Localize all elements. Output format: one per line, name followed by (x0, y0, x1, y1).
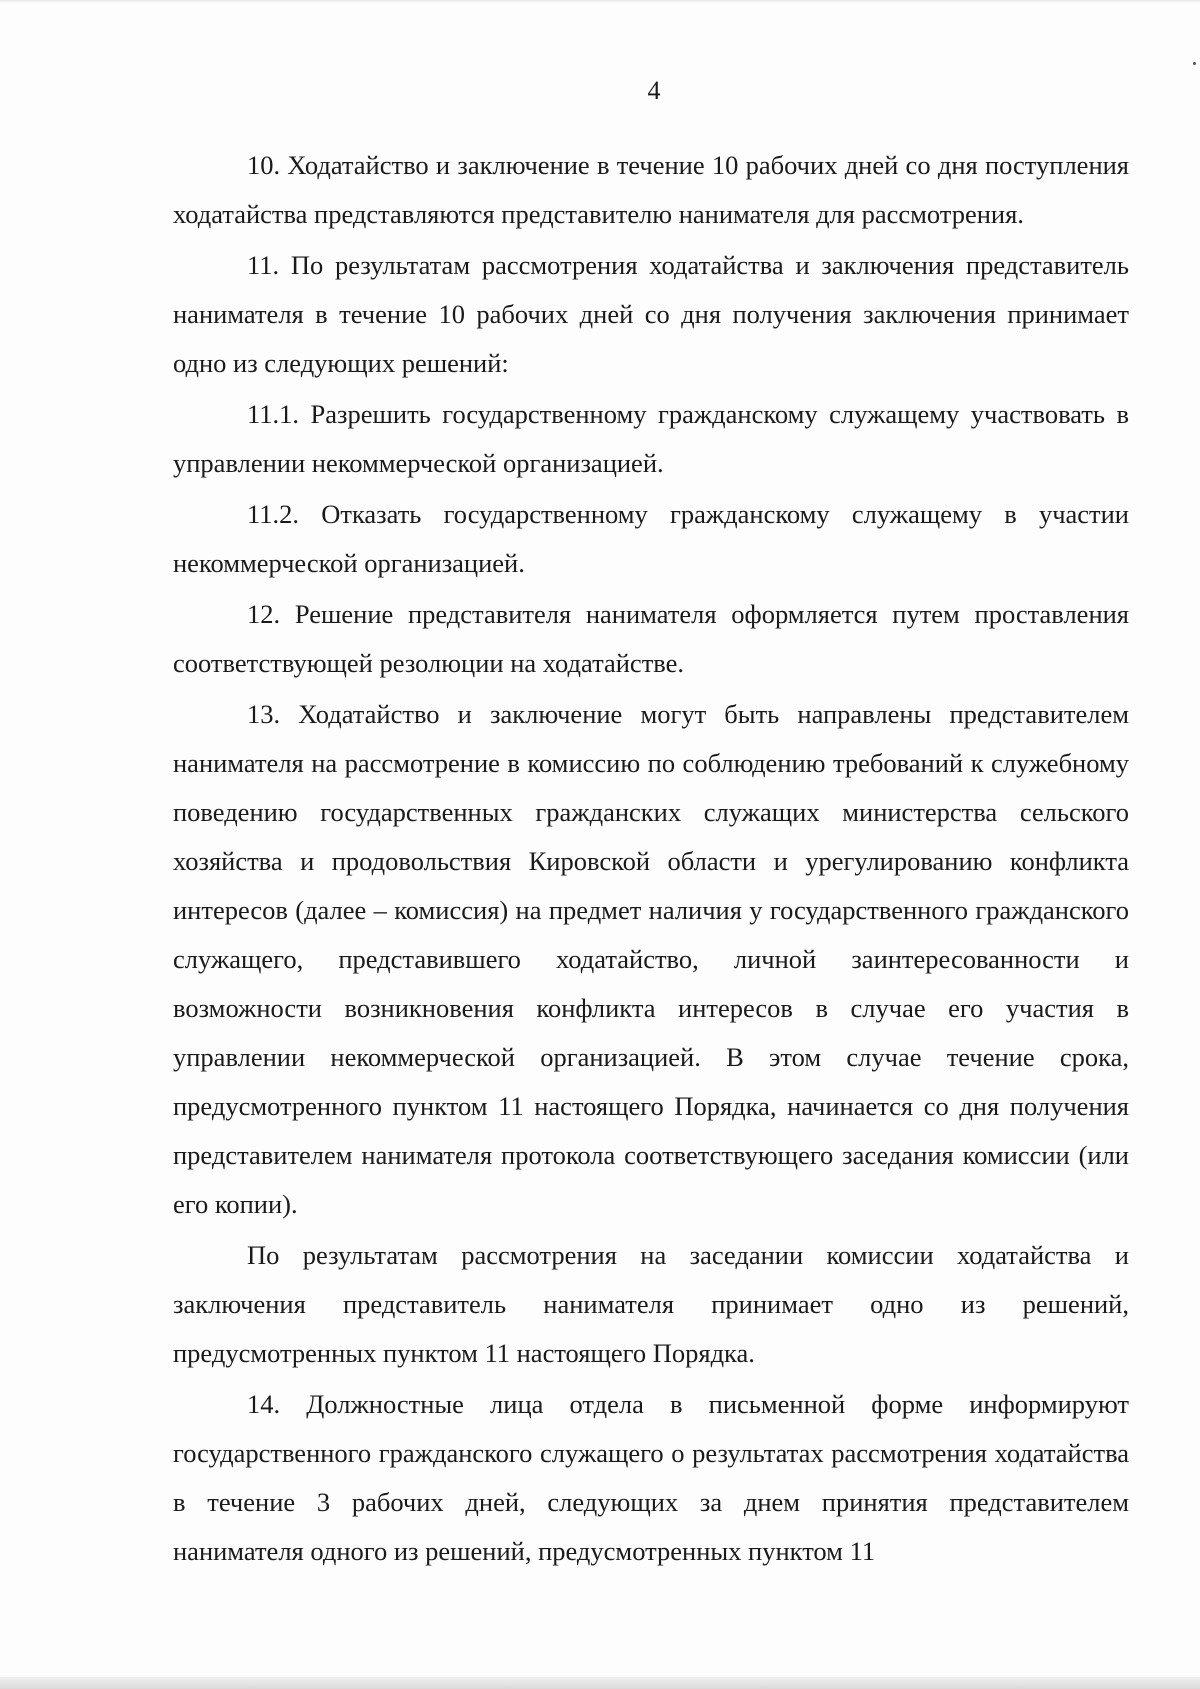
scan-bottom-edge (0, 1677, 1200, 1689)
paragraph-11: 11. По результатам рассмотрения ходатайства и заключения представитель нанимателя в течение 10 рабочих дней со дня получения заключения принимает одно из следующих решений: (173, 250, 1129, 378)
paragraph-12: 12. Решение представителя нанимателя оформляется путем проставления соответствующей резолюции на ходатайстве. (173, 599, 1129, 678)
page-number: 4 (647, 76, 661, 105)
paragraph-13-continued: По результатам рассмотрения на заседании комиссии ходатайства и заключения представитель нанимателя принимает одно из решений, предусмотренных пунктом 11 настоящего Порядка. (173, 1240, 1129, 1368)
paragraph-11-2: 11.2. Отказать государственному гражданскому служащему в участии некоммерческой организацией. (173, 499, 1129, 578)
paragraph-13: 13. Ходатайство и заключение могут быть направлены представителем нанимателя на рассмотрение в комиссию по соблюдению требований к служебному поведению государственных гражданских служащих министерства сельского хозяйства и продовольствия Кировской области и урегулированию конфликта интересов (далее – комиссия) на предмет наличия у государственного гражданского служащего, представившего ходатайство, личной заинтересованности и возможности возникновения конфликта интересов в случае его участия в управлении некоммерческой организацией. В этом случае течение срока, предусмотренного пунктом 11 настоящего Порядка, начинается со дня получения представителем нанимателя протокола соответствующего заседания комиссии (или его копии). (173, 699, 1129, 1219)
paragraph-10: 10. Ходатайство и заключение в течение 10 рабочих дней со дня поступления ходатайства представляются представителю нанимателя для рассмотрения. (173, 150, 1129, 229)
paragraph-14: 14. Должностные лица отдела в письменной форме информируют государственного гражданского служащего о результатах рассмотрения ходатайства в течение 3 рабочих дней, следующих за днем принятия представителем нанимателя одного из решений, предусмотренных пунктом 11 (173, 1389, 1129, 1566)
scan-speck (1193, 62, 1196, 65)
paragraph-11-1: 11.1. Разрешить государственному гражданскому служащему участвовать в управлении некоммерческой организацией. (173, 399, 1129, 478)
scan-top-edge (0, 0, 1200, 3)
document-body (173, 141, 1129, 1578)
